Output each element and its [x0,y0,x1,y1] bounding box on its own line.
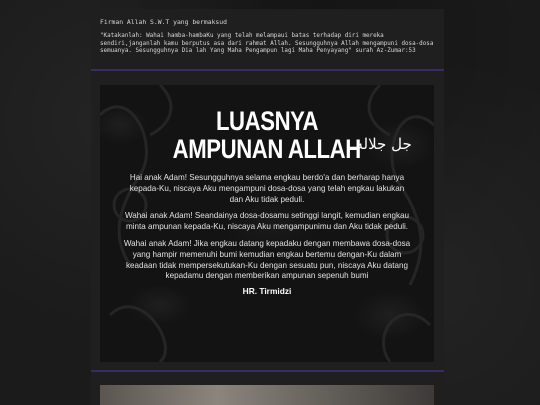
post-divider-bottom [91,370,444,372]
paragraph-3: Wahai anak Adam! Jika engkau datang kepadaku dengan membawa dosa-dosa yang hampir memenuhi bumi kemudian engkau bertemu dengan-Ku dalam keadaan tidak mempersekutukan-Ku dengan sesuatu pun, niscaya Aku datang kepadamu dengan memberikan ampunan sepenuh bumi [123,238,411,281]
next-post-image[interactable] [100,385,434,405]
text-post [91,9,444,69]
image-post[interactable] [100,85,434,362]
post-body: "Katakanlah: Wahai hamba-hambaKu yang telah melampaui batas terhadap diri mereka sendiri,janganlah kamu berputus asa dari rahmat Allah. Sesungguhnya Allah mengampuni dosa-dosa semuanya. Sesungguhnya Dia lah Yang Maha Pengampun lagi Maha Penyayang" surah Az-Zumar:53 [100,33,434,55]
headline-line-2: AMPUNAN ALLAH [172,134,362,164]
headline-line-1: LUASNYA [215,106,319,136]
hadith-source: HR. Tirmidzi [242,286,292,297]
post-title: Firman Allah S.W.T yang bermaksud [100,18,227,26]
post-column [91,9,444,405]
headline-line-2-wrap [152,134,412,164]
paragraph-2: Wahai anak Adam! Seandainya dosa-dosamu setinggi langit, kemudian engkau minta ampunan kepada-Ku, niscaya Aku mengampunimu dan Aku tidak peduli. [124,211,410,232]
paragraph-1: Hai anak Adam! Sesungguhnya selama engkau berdo'a dan berharap hanya kepada-Ku, niscaya Aku mengampuni dosa-dosa yang telah engkau lakukan dan Aku tidak peduli. [129,173,405,204]
allah-calligraphy: جل جلاله [355,135,412,153]
image-text-block [100,107,434,296]
post-divider [91,69,444,71]
